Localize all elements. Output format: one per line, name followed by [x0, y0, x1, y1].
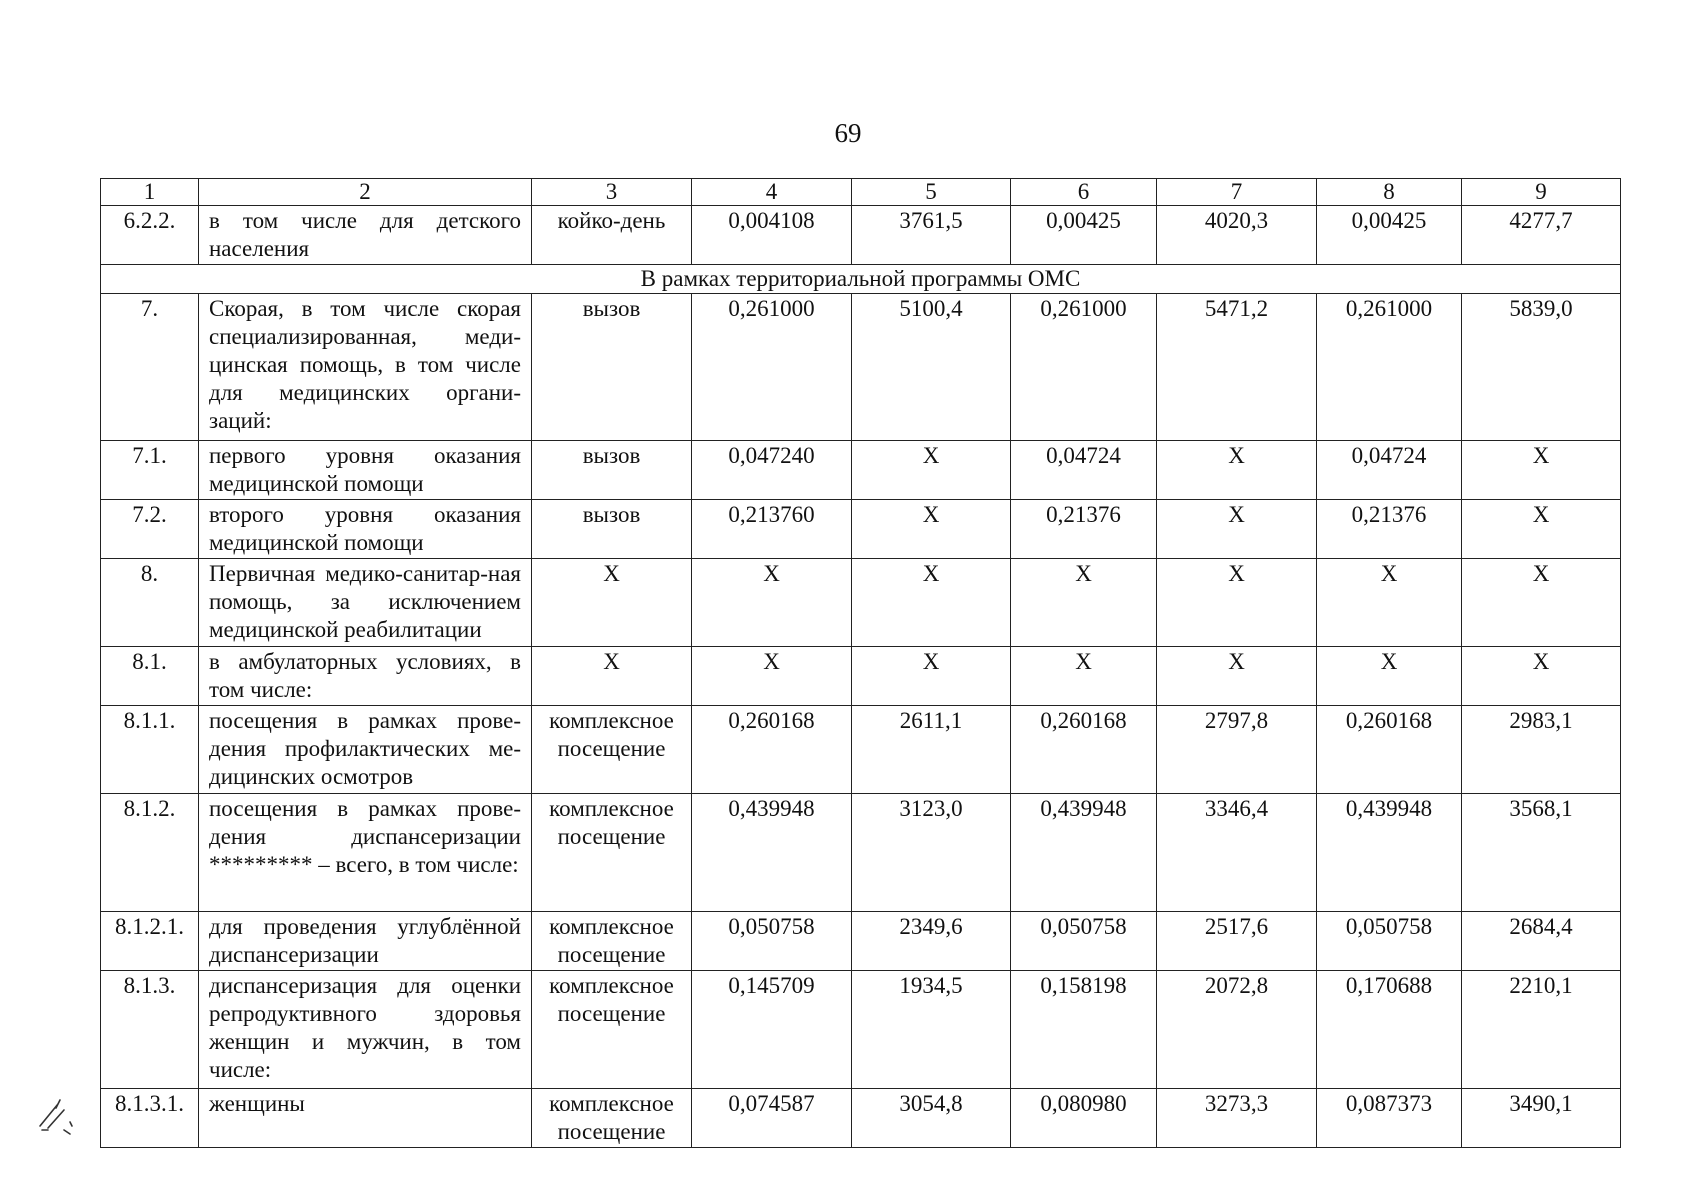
value-cell: 3273,3 [1157, 1089, 1317, 1148]
value-cell: 2517,6 [1157, 912, 1317, 971]
indicator-name-cell: Скорая, в том числе скорая специализированная, меди-цинская помощь, в том числе для медицинских органи-заций: [199, 294, 532, 441]
value-cell: 0,439948 [1317, 794, 1462, 912]
value-cell: 2684,4 [1462, 912, 1621, 971]
handwritten-mark [34, 1090, 82, 1138]
row-number-cell: 6.2.2. [101, 206, 199, 265]
value-cell: 0,261000 [1317, 294, 1462, 441]
row-number-cell: 8.1.3. [101, 971, 199, 1089]
column-header: 4 [692, 179, 852, 206]
value-cell: X [1011, 559, 1157, 647]
indicator-name-cell: первого уровня оказания медицинской помощи [199, 441, 532, 500]
unit-cell: комплексное посещение [532, 794, 692, 912]
unit-cell: X [532, 559, 692, 647]
table-row [101, 294, 1621, 441]
value-cell: 0,074587 [692, 1089, 852, 1148]
value-cell: 0,080980 [1011, 1089, 1157, 1148]
page-number: 69 [834, 118, 862, 148]
section-title: В рамках территориальной программы ОМС [101, 265, 1621, 294]
value-cell: 1934,5 [852, 971, 1011, 1089]
indicator-name-cell: диспансеризация для оценки репродуктивного здоровья женщин и мужчин, в том числе: [199, 971, 532, 1089]
value-cell: X [852, 500, 1011, 559]
value-cell: 0,260168 [1011, 706, 1157, 794]
indicator-name-cell: в амбулаторных условиях, в том числе: [199, 647, 532, 706]
value-cell: 0,047240 [692, 441, 852, 500]
value-cell: 3761,5 [852, 206, 1011, 265]
value-cell: 0,050758 [1011, 912, 1157, 971]
unit-cell: койко-день [532, 206, 692, 265]
value-cell: 3123,0 [852, 794, 1011, 912]
value-cell: 0,261000 [1011, 294, 1157, 441]
value-cell: 4277,7 [1462, 206, 1621, 265]
indicator-name-cell: посещения в рамках прове-дения профилактических ме-дицинских осмотров [199, 706, 532, 794]
unit-cell: вызов [532, 500, 692, 559]
value-cell: X [1462, 647, 1621, 706]
indicator-name-cell: Первичная медико-санитар-ная помощь, за исключением медицинской реабилитации [199, 559, 532, 647]
value-cell: 0,439948 [692, 794, 852, 912]
row-number-cell: 7.2. [101, 500, 199, 559]
table-body [101, 179, 1621, 1148]
table-row [101, 912, 1621, 971]
column-header: 1 [101, 179, 199, 206]
value-cell: 0,439948 [1011, 794, 1157, 912]
section-row [101, 265, 1621, 294]
value-cell: 3054,8 [852, 1089, 1011, 1148]
value-cell: 4020,3 [1157, 206, 1317, 265]
value-cell: 0,21376 [1317, 500, 1462, 559]
value-cell: 0,260168 [692, 706, 852, 794]
value-cell: 0,170688 [1317, 971, 1462, 1089]
value-cell: 0,00425 [1011, 206, 1157, 265]
value-cell: X [1462, 559, 1621, 647]
value-cell: 0,087373 [1317, 1089, 1462, 1148]
value-cell: 2210,1 [1462, 971, 1621, 1089]
value-cell: 0,050758 [692, 912, 852, 971]
value-cell: 3346,4 [1157, 794, 1317, 912]
value-cell: 2983,1 [1462, 706, 1621, 794]
value-cell: X [852, 647, 1011, 706]
indicator-name-cell: для проведения углублённой диспансеризации [199, 912, 532, 971]
table-row [101, 647, 1621, 706]
table-row [101, 794, 1621, 912]
data-table [100, 178, 1621, 1148]
row-number-cell: 8.1. [101, 647, 199, 706]
row-number-cell: 8. [101, 559, 199, 647]
row-number-cell: 8.1.2.1. [101, 912, 199, 971]
value-cell: 2611,1 [852, 706, 1011, 794]
value-cell: X [1157, 647, 1317, 706]
value-cell: 0,21376 [1011, 500, 1157, 559]
value-cell: 5471,2 [1157, 294, 1317, 441]
column-header: 5 [852, 179, 1011, 206]
value-cell: 0,04724 [1317, 441, 1462, 500]
value-cell: X [852, 559, 1011, 647]
table-row [101, 971, 1621, 1089]
column-header: 7 [1157, 179, 1317, 206]
column-header: 6 [1011, 179, 1157, 206]
column-header: 3 [532, 179, 692, 206]
value-cell: X [852, 441, 1011, 500]
table-row [101, 206, 1621, 265]
value-cell: X [1462, 500, 1621, 559]
value-cell: 0,004108 [692, 206, 852, 265]
column-header: 8 [1317, 179, 1462, 206]
value-cell: X [1462, 441, 1621, 500]
value-cell: 0,145709 [692, 971, 852, 1089]
table-row [101, 1089, 1621, 1148]
row-number-cell: 7.1. [101, 441, 199, 500]
value-cell: 2072,8 [1157, 971, 1317, 1089]
value-cell: 0,213760 [692, 500, 852, 559]
value-cell: 2349,6 [852, 912, 1011, 971]
column-header: 2 [199, 179, 532, 206]
table-row [101, 706, 1621, 794]
row-number-cell: 7. [101, 294, 199, 441]
value-cell: 3568,1 [1462, 794, 1621, 912]
value-cell: 0,00425 [1317, 206, 1462, 265]
indicator-name-cell: второго уровня оказания медицинской помощи [199, 500, 532, 559]
value-cell: X [1157, 441, 1317, 500]
value-cell: 0,260168 [1317, 706, 1462, 794]
column-header: 9 [1462, 179, 1621, 206]
value-cell: 0,04724 [1011, 441, 1157, 500]
unit-cell: X [532, 647, 692, 706]
unit-cell: комплексное посещение [532, 706, 692, 794]
value-cell: X [1157, 559, 1317, 647]
value-cell: X [692, 647, 852, 706]
unit-cell: вызов [532, 294, 692, 441]
value-cell: 0,261000 [692, 294, 852, 441]
table-row [101, 500, 1621, 559]
table-row [101, 559, 1621, 647]
value-cell: 2797,8 [1157, 706, 1317, 794]
value-cell: 0,050758 [1317, 912, 1462, 971]
row-number-cell: 8.1.1. [101, 706, 199, 794]
value-cell: X [1157, 500, 1317, 559]
value-cell: 0,158198 [1011, 971, 1157, 1089]
value-cell: X [1317, 559, 1462, 647]
row-number-cell: 8.1.2. [101, 794, 199, 912]
indicator-name-cell: посещения в рамках прове-дения диспансеризации ********* – всего, в том числе: [199, 794, 532, 912]
value-cell: X [1317, 647, 1462, 706]
value-cell: X [692, 559, 852, 647]
value-cell: 5839,0 [1462, 294, 1621, 441]
unit-cell: комплексное посещение [532, 912, 692, 971]
indicator-name-cell: в том числе для детского населения [199, 206, 532, 265]
unit-cell: комплексное посещение [532, 971, 692, 1089]
row-number-cell: 8.1.3.1. [101, 1089, 199, 1148]
value-cell: X [1011, 647, 1157, 706]
table-row [101, 441, 1621, 500]
unit-cell: вызов [532, 441, 692, 500]
header-row [101, 179, 1621, 206]
value-cell: 5100,4 [852, 294, 1011, 441]
indicator-name-cell: женщины [199, 1089, 532, 1148]
value-cell: 3490,1 [1462, 1089, 1621, 1148]
unit-cell: комплексное посещение [532, 1089, 692, 1148]
